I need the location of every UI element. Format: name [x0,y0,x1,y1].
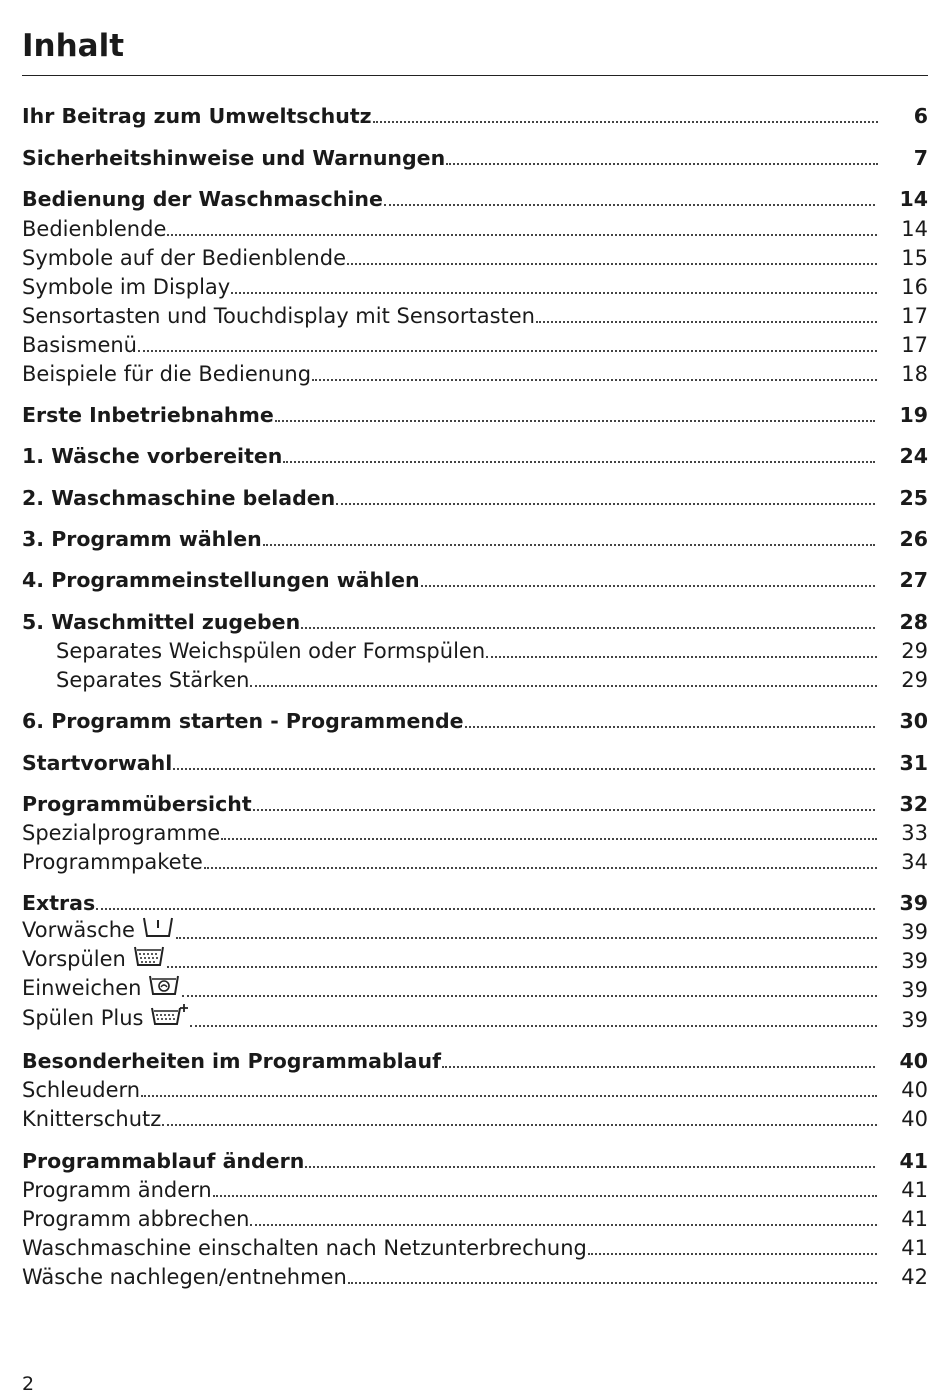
toc-entry[interactable] [22,1006,928,1034]
dot-leader [221,838,877,840]
toc-entry-text: Einweichen [22,976,142,1000]
toc-entry[interactable] [22,302,928,330]
dot-leader [138,350,877,352]
toc-entry-page: 42 [901,1265,928,1289]
toc-entry[interactable] [22,1205,928,1233]
toc-entry-text: Sicherheitshinweise und Warnungen [22,146,446,170]
toc-entry-page: 7 [913,146,928,170]
toc-entry-text: Schleudern [22,1078,141,1102]
toc-entry-text: Wäsche nachlegen/entnehmen [22,1265,347,1289]
toc-entry-text: 6. Programm starten - Programmende [22,709,464,733]
dot-leader [176,937,877,939]
toc-entry[interactable] [22,637,928,665]
dot-leader [305,1166,875,1168]
toc-entry-page: 15 [901,246,928,270]
toc-entry-text: 5. Waschmittel zugeben [22,610,301,634]
dot-leader [173,768,875,770]
toc-entry-label [22,973,181,1004]
toc-entry[interactable] [22,947,928,975]
toc-entry-label [22,215,166,243]
toc-entry-text: Sensortasten und Touchdisplay mit Sensortasten [22,304,535,328]
toc-entry[interactable] [22,976,928,1004]
toc-entry-text: Basismenü [22,333,137,357]
dot-leader [231,292,877,294]
toc-entry-page: 17 [901,304,928,328]
dot-leader [141,1095,877,1097]
dot-leader [486,656,877,658]
dot-leader [162,1124,877,1126]
toc-entry-page: 28 [899,610,928,634]
toc-entry-label [22,848,203,876]
dot-leader [536,321,877,323]
toc-entry-page: 14 [901,217,928,241]
soak-tub-icon [147,973,181,1004]
dot-leader [250,685,877,687]
toc-entry-label [22,1234,587,1262]
toc-entry-label [22,244,346,272]
toc-entry-page: 39 [899,891,928,915]
toc-entry-label [22,889,95,917]
dot-leader [275,420,876,422]
toc-entry[interactable] [22,707,928,735]
toc-entry-label [22,525,262,553]
toc-entry[interactable] [22,215,928,243]
toc-entry-label [22,566,420,594]
toc-entry-page: 39 [901,978,928,1002]
toc-entry-page: 40 [899,1049,928,1073]
toc-entry[interactable] [22,1147,928,1175]
toc-entry-page: 41 [901,1178,928,1202]
toc-entry-page: 32 [899,792,928,816]
toc-entry-page: 41 [899,1149,928,1173]
toc-entry-text: Programmpakete [22,850,203,874]
toc-entry-text: 4. Programmeinstellungen wählen [22,568,420,592]
toc-entry-page: 39 [901,949,928,973]
dot-leader [204,867,878,869]
dot-leader [96,908,875,910]
toc-entry-label [22,1105,161,1133]
toc-entry[interactable] [22,144,928,172]
toc-entry[interactable] [22,1047,928,1075]
toc-entry-text: Separates Weichspülen oder Formspülen [56,639,486,663]
toc-entry-page: 40 [901,1107,928,1131]
toc-entry-page: 40 [901,1078,928,1102]
toc-entry[interactable] [22,749,928,777]
toc-entry-label [22,790,252,818]
page-title: Inhalt [22,28,125,64]
dot-leader [348,1282,877,1284]
toc-entry-page: 27 [899,568,928,592]
prewash-tub-icon [141,915,175,946]
dot-leader [442,1066,875,1068]
dot-leader [312,379,877,381]
toc-entry-label [22,442,282,470]
toc-entry-page: 39 [901,920,928,944]
toc-entry-text: 2. Waschmaschine beladen [22,486,336,510]
dot-leader [446,163,878,165]
toc-entry-page: 25 [899,486,928,510]
toc-entry[interactable] [22,360,928,388]
dot-leader [283,461,875,463]
toc-entry[interactable] [22,918,928,946]
toc-entry-page: 18 [901,362,928,386]
toc-entry[interactable] [22,1076,928,1104]
toc-entry-text: Vorwäsche [22,918,135,942]
toc-entry[interactable] [22,608,928,636]
toc-entry[interactable] [22,889,928,917]
toc-entry-text: Erste Inbetriebnahme [22,403,274,427]
toc-entry-text: Programm abbrechen [22,1207,250,1231]
toc-entry-label [22,102,372,130]
toc-entry-text: Knitterschutz [22,1107,162,1131]
toc-entry-page: 41 [901,1207,928,1231]
toc-entry-page: 41 [901,1236,928,1260]
toc-entry[interactable] [22,401,928,429]
toc-entry-label [22,484,335,512]
toc-entry-label [22,1003,189,1034]
toc-entry-page: 17 [901,333,928,357]
dot-leader [347,263,877,265]
rinse-plus-tub-icon [149,1003,189,1034]
toc-entry-page: 6 [913,104,928,128]
toc-entry-text: Spezialprogramme [22,821,221,845]
dot-leader [190,1025,877,1027]
toc-entry[interactable] [22,185,928,213]
toc-entry-page: 26 [899,527,928,551]
toc-entry[interactable] [22,273,928,301]
toc-entry-label [22,944,166,975]
dot-leader [263,544,876,546]
toc-entry-label [22,360,311,388]
page-number: 2 [22,1373,35,1395]
dot-leader [250,1224,877,1226]
toc-entry-text: Programmablauf ändern [22,1149,305,1173]
dot-leader [167,966,877,968]
toc-entry-label [22,666,249,694]
toc-entry-page: 30 [899,709,928,733]
dot-leader [336,503,875,505]
prerinse-tub-icon [132,944,166,975]
toc-entry-text: Beispiele für die Bedienung [22,362,312,386]
toc-entry-page: 39 [901,1008,928,1032]
dot-leader [301,627,875,629]
toc-entry-page: 16 [901,275,928,299]
toc-entry-label [22,707,464,735]
toc-entry-text: Separates Stärken [56,668,250,692]
title-divider [22,75,928,76]
toc-entry-label [22,749,172,777]
toc-entry[interactable] [22,848,928,876]
toc-entry-label [22,331,137,359]
dot-leader [167,234,877,236]
toc-entry[interactable] [22,666,928,694]
dot-leader [465,726,876,728]
toc-entry-label [22,1047,441,1075]
toc-entry-label [22,185,383,213]
toc-entry-label [22,1076,140,1104]
toc-entry-text: Waschmaschine einschalten nach Netzunterbrechung [22,1236,587,1260]
toc-entry[interactable] [22,566,928,594]
toc-entry-label [22,608,300,636]
toc-entry[interactable] [22,484,928,512]
toc-entry-page: 29 [901,639,928,663]
toc-entry-label [22,401,274,429]
toc-entry-text: Bedienblende [22,217,167,241]
toc-entry-text: 1. Wäsche vorbereiten [22,444,283,468]
toc-entry[interactable] [22,1176,928,1204]
toc-entry-text: 3. Programm wählen [22,527,262,551]
toc-entry-label [22,1176,212,1204]
toc-entry[interactable] [22,525,928,553]
toc-entry-page: 14 [899,187,928,211]
toc-entry-text: Startvorwahl [22,751,173,775]
toc-entry-text: Vorspülen [22,947,126,971]
dot-leader [253,809,876,811]
toc-entry-page: 31 [899,751,928,775]
toc-entry[interactable] [22,102,928,130]
toc-entry-label [22,1205,249,1233]
toc-entry[interactable] [22,819,928,847]
toc-entry-label [22,637,485,665]
dot-leader [384,204,876,206]
dot-leader [373,121,878,123]
toc-entry-text: Spülen Plus [22,1006,144,1030]
toc-entry[interactable] [22,1234,928,1262]
toc-entry-label [22,819,220,847]
toc-entry-text: Programm ändern [22,1178,212,1202]
toc-entry[interactable] [22,1105,928,1133]
toc-entry-label [22,915,175,946]
toc-entry-page: 34 [901,850,928,874]
toc-entry-label [22,273,230,301]
dot-leader [588,1253,877,1255]
toc-entry-page: 19 [899,403,928,427]
toc-entry-text: Besonderheiten im Programmablauf [22,1049,442,1073]
dot-leader [182,995,877,997]
toc-entry-text: Symbole im Display [22,275,231,299]
toc-entry[interactable] [22,442,928,470]
toc-entry-text: Bedienung der Waschmaschine [22,187,383,211]
toc-entry-label [22,1263,347,1291]
toc-entry-text: Extras [22,891,96,915]
toc-entry-text: Symbole auf der Bedienblende [22,246,346,270]
toc-entry-text: Programmübersicht [22,792,252,816]
toc-entry-label [22,1147,304,1175]
toc-entry-label [22,302,535,330]
toc-entry-page: 33 [901,821,928,845]
toc-entry[interactable] [22,790,928,818]
dot-leader [421,585,876,587]
toc-entry-page: 29 [901,668,928,692]
dot-leader [213,1195,878,1197]
toc-entry[interactable] [22,331,928,359]
toc-entry-page: 24 [899,444,928,468]
toc-entry[interactable] [22,244,928,272]
toc-entry-text: Ihr Beitrag zum Umweltschutz [22,104,372,128]
toc-entry[interactable] [22,1263,928,1291]
toc-entry-label [22,144,445,172]
